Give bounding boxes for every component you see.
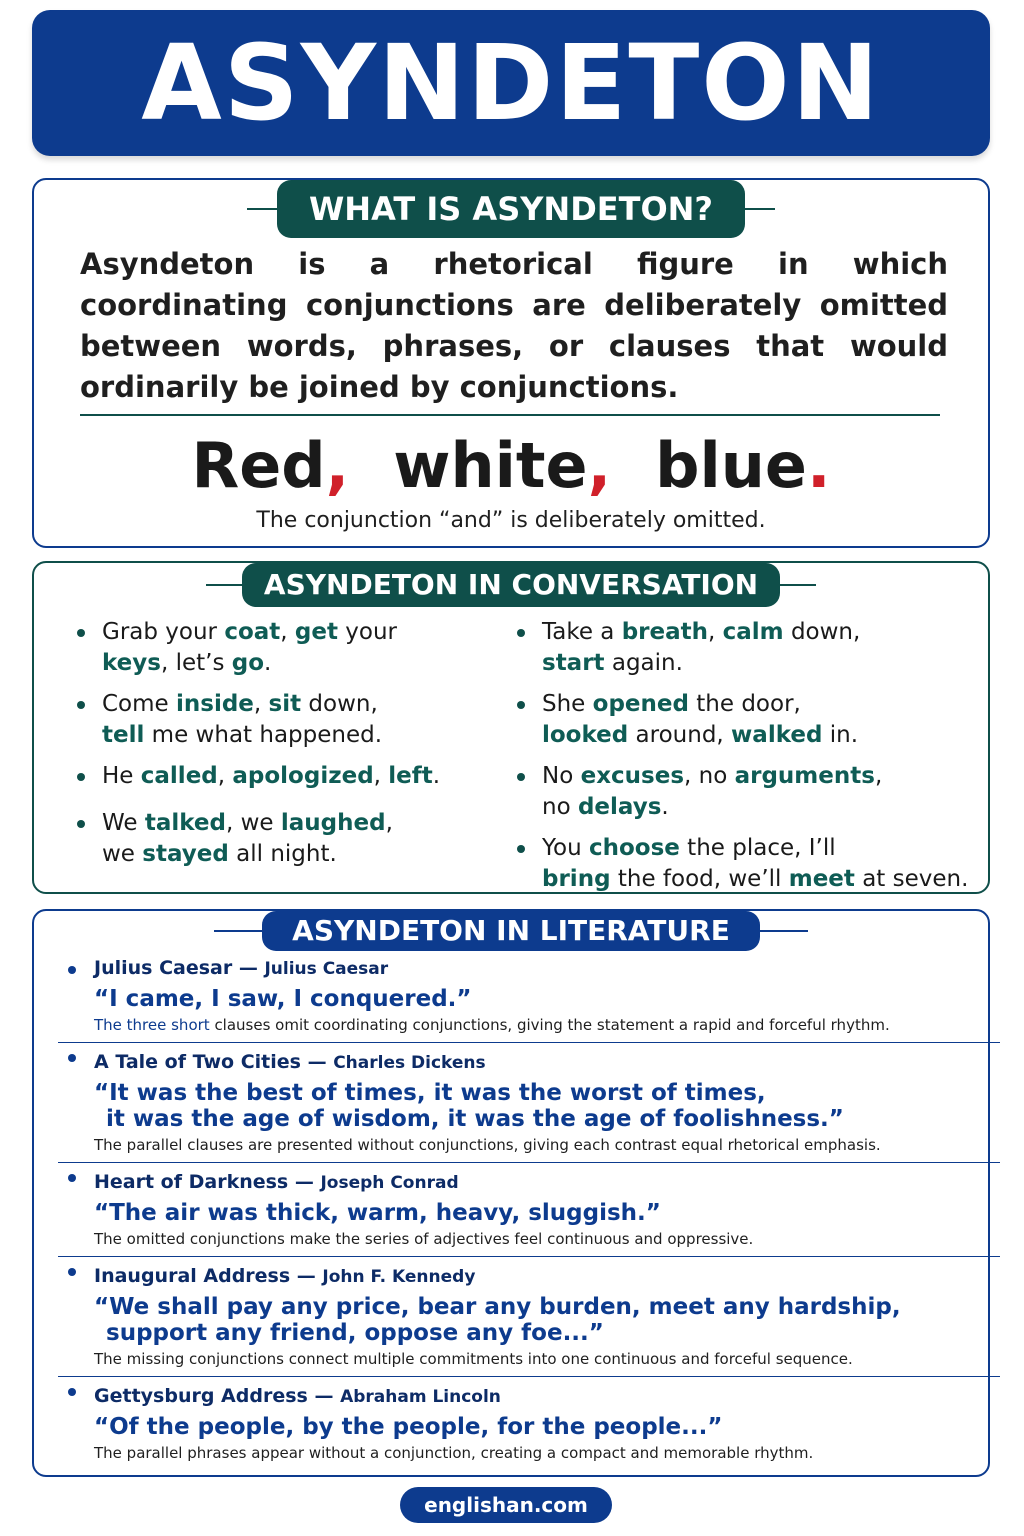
example-word-3: blue: [655, 429, 807, 502]
quote-line: “I came, I saw, I conquered.”: [94, 986, 472, 1012]
literature-item: [58, 1377, 1000, 1470]
header-rule-left: [247, 208, 277, 210]
conversation-item: [514, 761, 984, 823]
quote-line: “It was the best of times, it was the worst of times,: [94, 1080, 766, 1106]
verb-highlight: tell: [102, 722, 145, 748]
quote-explanation: [94, 1442, 992, 1470]
conversation-line: [542, 648, 984, 679]
explanation-text: The parallel clauses are presented without conjunctions, giving each contrast equal rhetorical emphasis.: [94, 1136, 881, 1154]
sentence-text: , we: [226, 810, 281, 836]
conversation-item: [514, 689, 984, 751]
sentence-text: ,: [280, 619, 295, 645]
quote-line: it was the age of wisdom, it was the age of foolishness.”: [106, 1106, 844, 1132]
literature-panel: [32, 909, 990, 1477]
conversation-panel: [32, 561, 990, 894]
sentence-text: Grab your: [102, 619, 225, 645]
conversation-line: [542, 864, 984, 895]
conversation-line: [102, 761, 504, 792]
literature-item: [58, 1043, 1000, 1163]
conversation-line: [102, 720, 504, 751]
sentence-text: down,: [301, 691, 378, 717]
conversation-item: [514, 833, 984, 895]
what-is-header: [34, 180, 988, 238]
sentence-text: ,: [874, 763, 883, 789]
explanation-text: The missing conjunctions connect multiple commitments into one continuous and forceful sequence.: [94, 1350, 853, 1368]
quote-explanation: [94, 1134, 992, 1162]
author-name: Joseph Conrad: [320, 1173, 459, 1193]
sentence-text: we: [102, 841, 143, 867]
literature-item: [58, 1163, 1000, 1257]
literature-list: [58, 955, 1000, 1470]
quote: [94, 1414, 992, 1440]
work-title-line: [94, 1263, 992, 1290]
verb-highlight: opened: [592, 691, 689, 717]
site-link[interactable]: englishan.com: [400, 1487, 612, 1523]
work-title: Inaugural Address: [94, 1265, 291, 1287]
conversation-line: [542, 761, 984, 792]
quote-explanation: [94, 1348, 992, 1376]
sentence-text: the door,: [688, 691, 801, 717]
sentence-text: all night.: [228, 841, 337, 867]
literature-header: [34, 911, 988, 951]
literature-heading: ASYNDETON IN LITERATURE: [262, 911, 760, 951]
work-title: A Tale of Two Cities: [94, 1051, 301, 1073]
example-phrase: [34, 428, 988, 504]
conversation-item: [74, 761, 504, 792]
verb-highlight: bring: [542, 866, 611, 892]
title-separator: —: [288, 1171, 321, 1193]
author-name: Charles Dickens: [333, 1053, 486, 1073]
explanation-text: The parallel phrases appear without a conjunction, creating a compact and memorable rhythm.: [94, 1444, 814, 1462]
verb-highlight: looked: [542, 722, 629, 748]
verb-highlight: sit: [268, 691, 302, 717]
conversation-line: [102, 617, 504, 648]
verb-highlight: choose: [588, 835, 680, 861]
sentence-text: ,: [385, 810, 393, 836]
conversation-item: [74, 689, 504, 751]
sentence-text: ,: [708, 619, 723, 645]
conversation-column-left: [74, 617, 504, 880]
sentence-text: He: [102, 763, 141, 789]
sentence-text: ,: [253, 691, 269, 717]
page-title: ASYNDETON: [141, 22, 881, 144]
sentence-text: Take a: [542, 619, 622, 645]
sentence-text: no: [542, 794, 578, 820]
verb-highlight: stayed: [142, 841, 229, 867]
verb-highlight: breath: [621, 619, 708, 645]
example-note: The conjunction “and” is deliberately omitted.: [256, 508, 766, 533]
work-title-line: [94, 955, 992, 982]
work-title: Heart of Darkness: [94, 1171, 289, 1193]
sentence-text: She: [542, 691, 593, 717]
verb-highlight: talked: [144, 810, 226, 836]
sentence-text: again.: [604, 650, 683, 676]
sentence-text: ,: [373, 763, 389, 789]
sentence-text: ,: [217, 763, 233, 789]
sentence-text: You: [542, 835, 589, 861]
header-rule-right: [760, 930, 808, 932]
sentence-text: the food, we’ll: [610, 866, 789, 892]
sentence-text: around,: [628, 722, 732, 748]
sentence-text: the place, I’ll: [679, 835, 836, 861]
quote-explanation: [94, 1228, 992, 1256]
quote: [94, 1294, 992, 1346]
conversation-header: [34, 563, 988, 607]
definition-text: Asyndeton is a rhetorical figure in which coordinating conjunctions are deliberately omitted between words, phrases, or clauses that would ordinarily be joined by conjunctions.: [80, 247, 948, 404]
conversation-item: [74, 617, 504, 679]
quote-line: support any friend, oppose any foe...”: [106, 1320, 604, 1346]
quote-line: “We shall pay any price, bear any burden, meet any hardship,: [94, 1294, 901, 1320]
conversation-line: [542, 617, 984, 648]
conversation-line: [542, 689, 984, 720]
title-separator: —: [232, 957, 265, 979]
conversation-line: [102, 689, 504, 720]
conversation-item: [514, 617, 984, 679]
header-rule-left: [214, 930, 262, 932]
title-separator: —: [307, 1385, 341, 1407]
verb-highlight: inside: [176, 691, 254, 717]
example-mark-3: .: [806, 429, 831, 502]
sentence-text: down,: [783, 619, 861, 645]
header-rule-right: [780, 584, 816, 586]
conversation-heading: ASYNDETON IN CONVERSATION: [242, 563, 780, 607]
verb-highlight: laughed: [280, 810, 386, 836]
conversation-line: [102, 808, 504, 839]
work-title-line: [94, 1169, 992, 1196]
verb-highlight: left: [388, 763, 433, 789]
sentence-text: in.: [822, 722, 859, 748]
verb-highlight: called: [140, 763, 218, 789]
literature-item: [58, 955, 1000, 1043]
verb-highlight: keys: [102, 650, 161, 676]
sentence-text: .: [661, 794, 669, 820]
header-rule-right: [745, 208, 775, 210]
what-is-heading: WHAT IS ASYNDETON?: [277, 180, 745, 238]
definition-divider: [80, 414, 940, 416]
what-is-panel: [32, 178, 990, 548]
verb-highlight: get: [294, 619, 338, 645]
literature-item: [58, 1257, 1000, 1377]
explanation-text: The omitted conjunctions make the series of adjectives feel continuous and oppressive.: [94, 1230, 754, 1248]
work-title: Julius Caesar: [94, 957, 233, 979]
quote-explanation: [94, 1014, 992, 1042]
verb-highlight: excuses: [580, 763, 685, 789]
work-title-line: [94, 1049, 992, 1076]
sentence-text: , no: [684, 763, 735, 789]
verb-highlight: walked: [731, 722, 823, 748]
sentence-text: No: [542, 763, 581, 789]
sentence-text: at seven.: [854, 866, 969, 892]
explanation-highlight: The three short: [94, 1016, 210, 1034]
example-word-1: Red: [191, 429, 326, 502]
sentence-text: .: [432, 763, 441, 789]
sentence-text: .: [264, 650, 272, 676]
sentence-text: me what happened.: [144, 722, 383, 748]
title-separator: —: [290, 1265, 323, 1287]
verb-highlight: meet: [788, 866, 855, 892]
author-name: Abraham Lincoln: [340, 1387, 501, 1407]
conversation-line: [542, 720, 984, 751]
sentence-text: , let’s: [160, 650, 232, 676]
header-rule-left: [206, 584, 242, 586]
sentence-text: your: [337, 619, 397, 645]
work-title-line: [94, 1383, 992, 1410]
quote: [94, 986, 992, 1012]
example-mark-2: ,: [587, 429, 612, 502]
verb-highlight: apologized: [232, 763, 374, 789]
verb-highlight: coat: [224, 619, 281, 645]
work-title: Gettysburg Address: [94, 1385, 308, 1407]
quote-line: “The air was thick, warm, heavy, sluggish.”: [94, 1200, 661, 1226]
example-word-2: white: [393, 429, 588, 502]
quote-line: “Of the people, by the people, for the people...”: [94, 1414, 723, 1440]
conversation-line: [102, 839, 504, 870]
verb-highlight: delays: [577, 794, 662, 820]
verb-highlight: go: [231, 650, 265, 676]
quote: [94, 1080, 992, 1132]
conversation-item: [74, 808, 504, 870]
conversation-line: [542, 833, 984, 864]
example-mark-1: ,: [325, 429, 350, 502]
sentence-text: Come: [102, 691, 176, 717]
conversation-column-right: [514, 617, 984, 905]
author-name: John F. Kennedy: [322, 1267, 476, 1287]
verb-highlight: arguments: [734, 763, 875, 789]
conversation-line: [102, 648, 504, 679]
conversation-line: [542, 792, 984, 823]
author-name: Julius Caesar: [264, 959, 389, 979]
title-separator: —: [300, 1051, 334, 1073]
verb-highlight: calm: [722, 619, 784, 645]
explanation-text: clauses omit coordinating conjunctions, giving the statement a rapid and forceful rhythm.: [209, 1016, 890, 1034]
sentence-text: We: [102, 810, 145, 836]
verb-highlight: start: [542, 650, 605, 676]
quote: [94, 1200, 992, 1226]
title-banner: [32, 10, 990, 156]
